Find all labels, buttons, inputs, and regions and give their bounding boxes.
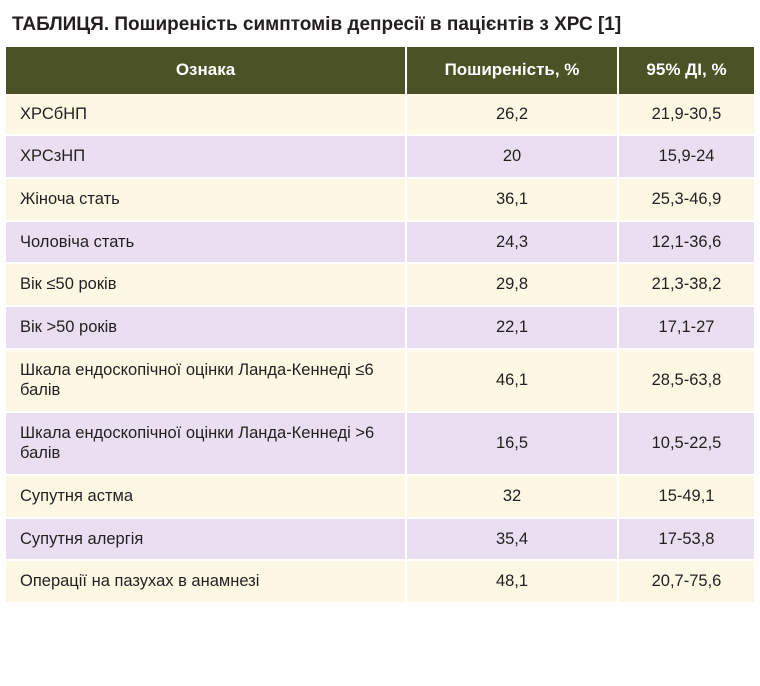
table-row xyxy=(6,135,754,178)
cell-ci: 28,5-63,8 xyxy=(618,349,754,412)
cell-sign: Шкала ендоскопічної оцінки Ланда-Кеннеді >6 балів xyxy=(6,412,406,475)
table-row xyxy=(6,263,754,306)
table-row xyxy=(6,560,754,603)
cell-prevalence: 46,1 xyxy=(406,349,618,412)
cell-ci: 21,9-30,5 xyxy=(618,94,754,136)
column-header-sign: Ознака xyxy=(6,47,406,94)
cell-sign: Супутня астма xyxy=(6,475,406,518)
table-row xyxy=(6,475,754,518)
cell-sign: Вік ≤50 років xyxy=(6,263,406,306)
cell-sign: Чоловіча стать xyxy=(6,221,406,264)
table-row xyxy=(6,221,754,264)
table-row xyxy=(6,412,754,475)
column-header-prevalence: Поширеність, % xyxy=(406,47,618,94)
cell-prevalence: 24,3 xyxy=(406,221,618,264)
cell-prevalence: 20 xyxy=(406,135,618,178)
cell-ci: 17,1-27 xyxy=(618,306,754,349)
table-header-row xyxy=(6,47,754,94)
cell-prevalence: 16,5 xyxy=(406,412,618,475)
cell-sign: Жіноча стать xyxy=(6,178,406,221)
cell-sign: ХРСбНП xyxy=(6,94,406,136)
cell-prevalence: 36,1 xyxy=(406,178,618,221)
cell-ci: 20,7-75,6 xyxy=(618,560,754,603)
column-header-ci: 95% ДІ, % xyxy=(618,47,754,94)
cell-ci: 21,3-38,2 xyxy=(618,263,754,306)
cell-sign: Вік >50 років xyxy=(6,306,406,349)
table-row xyxy=(6,518,754,561)
prevalence-table xyxy=(6,47,754,604)
table-row xyxy=(6,306,754,349)
cell-prevalence: 35,4 xyxy=(406,518,618,561)
cell-ci: 17-53,8 xyxy=(618,518,754,561)
cell-ci: 12,1-36,6 xyxy=(618,221,754,264)
cell-ci: 10,5-22,5 xyxy=(618,412,754,475)
cell-ci: 15-49,1 xyxy=(618,475,754,518)
table-row xyxy=(6,94,754,136)
cell-prevalence: 29,8 xyxy=(406,263,618,306)
cell-sign: Операції на пазухах в анамнезі xyxy=(6,560,406,603)
table-header xyxy=(6,47,754,94)
cell-sign: Шкала ендоскопічної оцінки Ланда-Кеннеді ≤6 балів xyxy=(6,349,406,412)
cell-prevalence: 32 xyxy=(406,475,618,518)
cell-ci: 15,9-24 xyxy=(618,135,754,178)
cell-ci: 25,3-46,9 xyxy=(618,178,754,221)
cell-prevalence: 22,1 xyxy=(406,306,618,349)
table-row xyxy=(6,178,754,221)
table-body xyxy=(6,94,754,603)
table-row xyxy=(6,349,754,412)
cell-sign: ХРСзНП xyxy=(6,135,406,178)
cell-prevalence: 26,2 xyxy=(406,94,618,136)
table-caption: ТАБЛИЦЯ. Поширеність симптомів депресії в пацієнтів з ХРС [1] xyxy=(12,14,622,35)
cell-sign: Супутня алергія xyxy=(6,518,406,561)
cell-prevalence: 48,1 xyxy=(406,560,618,603)
